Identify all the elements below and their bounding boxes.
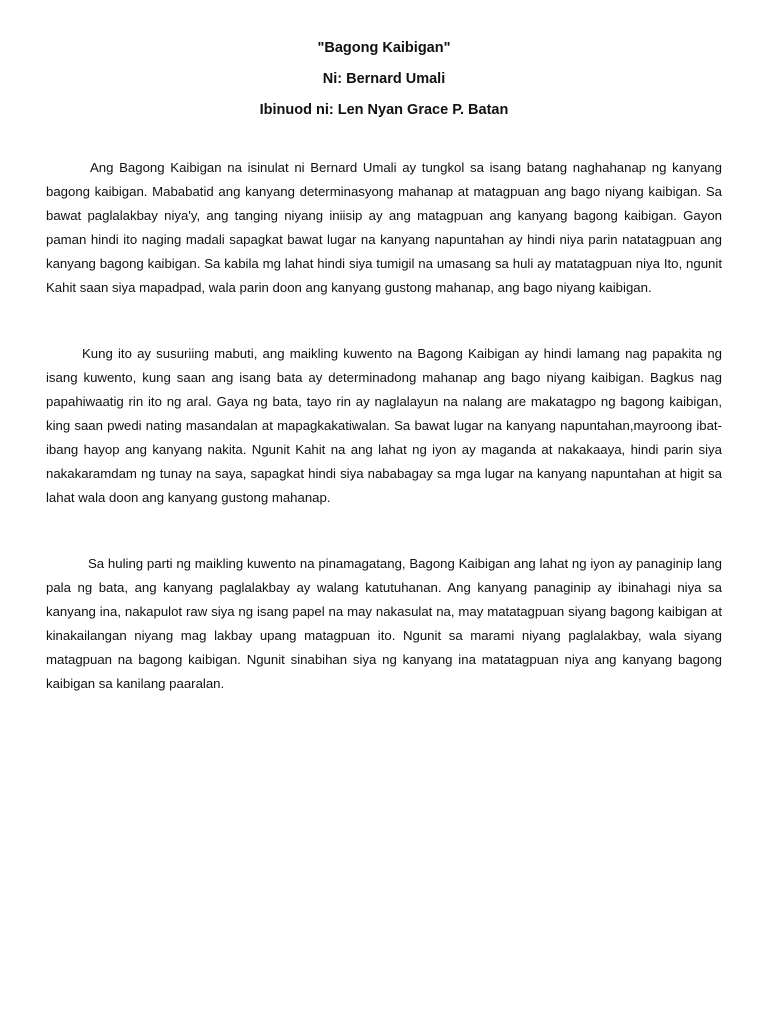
document-header xyxy=(0,40,768,118)
paragraph-2: Kung ito ay susuriing mabuti, ang maikling kuwento na Bagong Kaibigan ay hindi lamang nag papakita ng isang kuwento, kung saan ang isang bata ay determinadong mahanap ang bago niyang kaibigan. Bagkus nag papahiwaatig rin ito ng aral. Gaya ng bata, tayo rin ay naglalayun na nalang are makatagpo ng bagong kaibigan, king saan pwedi nating masandalan at mapagkakatiwalan. Sa bawat lugar na kanyang napuntahan,mayroong ibat-ibang hayop ang kanyang nakita. Ngunit Kahit na ang lahat ng iyon ay maganda at nakakaaya, hindi parin siya nakakaramdam ng tunay na saya, sapagkat hindi siya nababagay sa mga lugar na kanyang napuntahan at higit sa lahat wala doon ang kanyang gustong mahanap. xyxy=(46,346,722,505)
paragraph-1: Ang Bagong Kaibigan na isinulat ni Bernard Umali ay tungkol sa isang batang naghahanap ng kanyang bagong kaibigan. Mababatid ang kanyang determinasyong mahanap at matagpuan ang bago niyang kaibigan. Sa bawat paglalakbay niya'y, ang tanging niyang iniisip ay ang matagpuan ang kanyang bagong kaibigan. Gayon paman hindi ito naging madali sapagkat bawat lugar na kanyang napuntahan ay hindi niya parin natatagpuan ang kanyang bagong kaibigan. Sa kabila mg lahat hindi siya tumigil na umasang sa huli ay matatagpuan niya Ito, ngunit Kahit saan siya mapadpad, wala parin doon ang kanyang gustong mahanap, ang bago niyang kaibigan. xyxy=(46,160,722,295)
author-line: Ni: Bernard Umali xyxy=(322,71,446,87)
document-body xyxy=(46,156,722,696)
paragraph-3: Sa huling parti ng maikling kuwento na pinamagatang, Bagong Kaibigan ang lahat ng iyon ay panaginip lang pala ng bata, ang kanyang paglalakbay ay walang katutuhanan. Ang kanyang panaginip ay ibinahagi niya sa kanyang ina, nakapulot raw siya ng isang papel na may nakasulat na, may matatagpuan siyang bagong kaibigan at kinakailangan niyang mag lakbay upang matagpuan ito. Ngunit sa marami niyang paglalakbay, wala siyang matagpuan na bagong kaibigan. Ngunit sinabihan siya ng kanyang ina matatagpuan niya ang kanyang bagong kaibigan sa kanilang paaralan. xyxy=(46,556,722,691)
document-title: "Bagong Kaibigan" xyxy=(317,40,451,56)
presenter-line: Ibinuod ni: Len Nyan Grace P. Batan xyxy=(259,102,509,118)
